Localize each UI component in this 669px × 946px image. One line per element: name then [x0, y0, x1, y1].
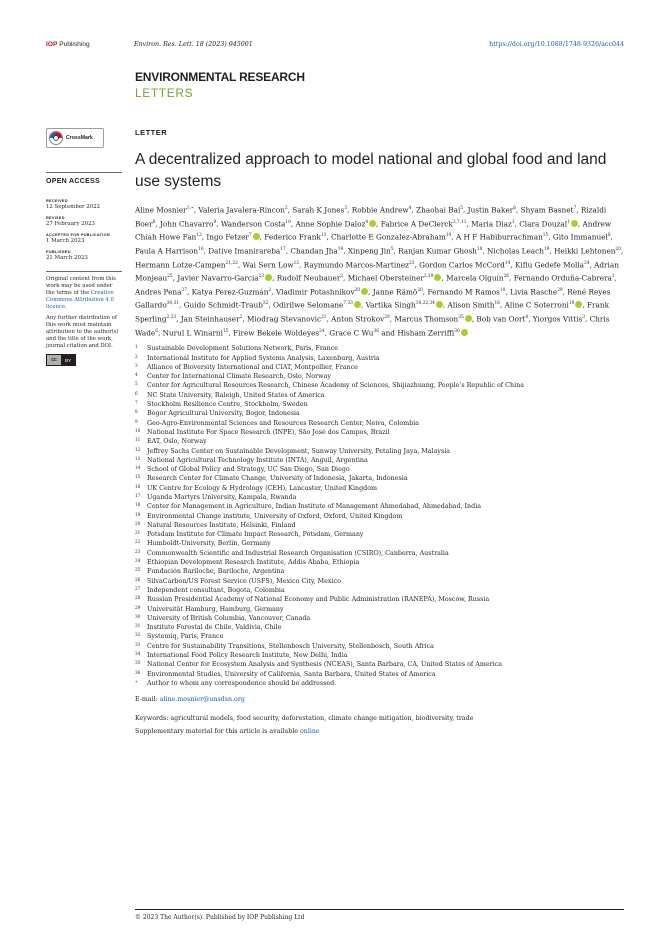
affiliation-item — [135, 632, 624, 641]
license-text-end: . — [65, 304, 67, 310]
affiliation-number: 8 — [135, 409, 138, 415]
author-name: Nicholas Leach — [487, 246, 544, 256]
affiliation-item — [135, 391, 624, 400]
affiliation-text: National Institute For Space Research (INPE), São José dos Campos, Brazil — [147, 428, 390, 436]
affiliation-text: SilvaCarbon/US Forest Service (USFS), Mexico City, Mexico — [147, 577, 341, 585]
supplementary-text: Supplementary material for this article is available — [135, 728, 300, 736]
author-affiliation-marker: 35 — [458, 315, 464, 320]
author-affiliation-marker: 2,19 — [423, 274, 434, 280]
affiliation-item — [135, 558, 624, 567]
author-name: Valeria Javalera-Rincon — [198, 205, 285, 215]
affiliation-number: 35 — [135, 660, 141, 666]
affiliation-number: 15 — [135, 474, 141, 480]
affiliation-text: Center for Management in Agriculture, Indian Institute of Management Ahmedabad, Ahmedabad, India — [147, 503, 482, 511]
author-affiliation-marker: 25 — [167, 274, 173, 280]
author-name: Chandan Jha — [290, 246, 338, 256]
author-name: Andres Pena — [135, 287, 182, 297]
supplementary-note — [135, 728, 624, 735]
affiliation-number: 22 — [135, 539, 141, 545]
author-name: Nurul L Winarni — [162, 328, 223, 338]
author-affiliation-marker: 12 — [196, 233, 202, 239]
author-affiliation-marker: 20 — [615, 246, 621, 252]
email-label: E-mail: — [135, 696, 160, 704]
affiliation-number: 11 — [135, 437, 141, 443]
license-block — [46, 271, 122, 366]
published-label: PUBLISHED — [46, 250, 71, 254]
author-name: Chris Wade — [135, 314, 610, 338]
author-affiliation-marker: 20 — [417, 287, 423, 293]
author-name: Vladimir Potashnikov — [275, 287, 355, 297]
author-affiliation-marker: 28 — [354, 287, 361, 293]
author-name: Robbie Andrew — [351, 205, 409, 215]
affiliation-number: 4 — [135, 372, 138, 378]
orcid-icon[interactable] — [434, 274, 441, 281]
author-name: Clara Douzal — [519, 219, 568, 229]
affiliation-text: Bogor Agricultural University, Bogor, Indonesia — [147, 410, 300, 418]
affiliation-item — [135, 456, 624, 465]
affiliation-text: Natural Resources Institute, Helsinki, Finland — [147, 521, 296, 529]
affiliation-text: Jeffrey Sachs Center on Sustainable Development, Sunway University, Petaling Jaya, Malaysia — [147, 447, 451, 455]
affiliation-text: Fundación Bariloche, Bariloche, Argentina — [147, 568, 285, 576]
author-affiliation-marker: 5 — [390, 246, 394, 252]
author-affiliation-marker: 23 — [258, 274, 265, 280]
affiliation-text: UK Centre for Ecology & Hydrology (CEH), Lancaster, United Kingdom — [147, 484, 378, 492]
email-link[interactable]: aline.mosnier@unsdsn.org — [159, 696, 245, 704]
revised-date: 27 February 2023 — [46, 221, 95, 227]
author-name: Firew Bekele Woldeyes — [233, 328, 320, 338]
affiliation-item — [135, 512, 624, 521]
author-affiliation-marker: 23 — [409, 260, 415, 266]
author-affiliation-marker: 2 — [611, 274, 615, 280]
affiliation-item — [135, 502, 624, 511]
author-name: Marcela Olguín — [446, 273, 504, 283]
affiliation-text: Universität Hamburg, Hamburg, Germany — [147, 605, 284, 613]
author-affiliation-marker: 7 — [248, 233, 252, 239]
received-date: 12 September 2022 — [46, 204, 101, 210]
article-type: LETTER — [135, 128, 168, 137]
copyright-footer: © 2023 The Author(s). Published by IOP Publishing Ltd — [135, 909, 624, 921]
journal-title-line2: LETTERS — [135, 86, 194, 100]
affiliation-item — [135, 354, 624, 363]
author-name: Maria Diaz — [471, 219, 512, 229]
affiliation-number: 3 — [135, 362, 138, 368]
affiliation-text: National Agricultural Technology Institute (INTA), Anguil, Argentina — [147, 456, 368, 464]
author-affiliation-marker: 30,31 — [166, 301, 180, 307]
received-label: RECEIVED — [46, 199, 68, 203]
affiliation-text: Potsdam Institute for Climate Impact Research, Potsdam, Germany — [147, 531, 364, 539]
author-affiliation-marker: 9 — [213, 219, 217, 225]
author-name: Shyam Basnet — [520, 205, 574, 215]
affiliation-item — [135, 567, 624, 576]
affiliation-item — [135, 651, 624, 660]
author-name: John Chavarro — [159, 219, 214, 229]
affiliation-text: Research Center for Climate Change, University of Indonesia, Jakarta, Indonesia — [147, 475, 408, 483]
author-name: Zhaohai Bai — [416, 205, 461, 215]
author-affiliation-marker: 7,33 — [343, 301, 353, 307]
author-affiliation-marker: 12 — [293, 260, 300, 266]
author-affiliation-marker: 8 — [607, 233, 611, 239]
author-affiliation-marker: 17 — [280, 246, 286, 252]
author-affiliation-marker: 15 — [542, 233, 549, 239]
orcid-icon[interactable] — [253, 233, 260, 240]
author-affiliation-marker: 2 — [284, 206, 288, 211]
affiliation-number: 18 — [135, 502, 141, 508]
affiliation-item — [135, 521, 624, 530]
affiliation-item — [135, 586, 624, 595]
author-affiliation-marker: 2,23 — [166, 315, 177, 320]
author-name: Miodrag Stevanovic — [247, 314, 322, 324]
affiliation-number: 25 — [135, 567, 141, 573]
cc-icon: cc — [47, 355, 61, 365]
affiliation-number: 9 — [135, 418, 138, 424]
author-affiliation-marker: 21 — [321, 315, 327, 320]
affiliation-number: 5 — [135, 381, 138, 387]
author-name: Vartika Singh — [365, 300, 416, 310]
affiliation-number: 28 — [135, 595, 141, 601]
author-affiliation-marker: 3 — [582, 315, 585, 320]
running-header — [46, 40, 624, 54]
affiliation-number: 19 — [135, 511, 141, 517]
author-affiliation-marker: 36 — [373, 328, 379, 334]
affiliation-text: Russian Presidential Academy of National Economy and Public Administration (RANEPA), Moscow, Russia — [147, 596, 490, 604]
affiliation-number: ∗ — [135, 678, 138, 684]
affiliation-number: 31 — [135, 623, 141, 629]
email-line — [135, 696, 624, 703]
affiliation-item — [135, 474, 624, 483]
author-affiliation-marker: 1,∗ — [186, 206, 194, 211]
affiliation-list — [135, 344, 624, 688]
author-name: Fernando M Ramos — [427, 287, 500, 297]
author-name: Dative Imanirareba — [208, 246, 281, 256]
author-name: Sarah K Jones — [292, 205, 345, 215]
author-name: Javier Navarro-Garcia — [177, 273, 259, 283]
affiliation-item — [135, 465, 624, 474]
affiliation-text: Centre for Sustainability Transitions, Stellenbosch University, Stellenbosch, South Africa — [147, 642, 434, 650]
affiliation-text: Author to whom any correspondence should be addressed. — [147, 679, 337, 687]
author-affiliation-marker: 14 — [445, 233, 452, 239]
author-affiliation-marker: 30 — [454, 328, 460, 334]
orcid-icon[interactable] — [369, 220, 376, 227]
affiliation-text: Instituto Forestal de Chile, Valdivia, Chile — [147, 624, 282, 632]
author-affiliation-marker: 21,22 — [225, 260, 238, 266]
author-name: Raymundo Marcos-Martinez — [303, 259, 410, 269]
orcid-icon[interactable] — [265, 274, 272, 281]
affiliation-item — [135, 605, 624, 614]
author-list: Aline Mosnier$^{1,∗}$, Valeria Javalera-Rincon$^2$, Sarah K Jones$^3$, Robbie Andrew$^4$, Zhaohai Bai$^5$, Justin Baker$^6$, Shyam Basnet$^7$, Rizaldi Boer$^8$, John Chavarro$^9$, Wanderson Costa$^{10}$, Anne Sophie Daloz$^4$ , Fabrice A DeClerck$^{3,7,11}$, Maria Diaz$^1$, Clara Douzal$^1$ , Andrew Chiah Howe Fan$^{12}$, Ingo Fetzer$^7$ , Federico Frank$^{13}$, Charlotte E Gonzalez-Abraham$^{14}$, A H F Habiburrachman$^{15}$, Gito Immanuel$^8$, Paula A Harrison$^{16}$, Dative Imanirareba$^{17}$, Chandan Jha$^{18}$, Xinpeng Jin$^5$, Ranjan Kumar Ghosh$^{18}$, Nicholas Leach$^{19}$, Heikki Lehtonen$^{20}$, Hermann Lotze-Campen$^{21,22}$, Wai Sern Low$^{12}$, Raymundo Marcos-Martinez$^{23}$, Gordon Carlos McCord$^{14}$, Kiflu Gedefe Molla$^{24}$, Adrian Monjeau$^{25}$, Javier Navarro-Garcia$^{23}$ , Rudolf Neubauer$^2$, Michael Obersteiner$^{2,19}$ , Marcela Olguín$^{26}$, Fernando Orduña-Cabrera$^2$, Andres Pena$^{27}$, Katya Perez-Guzmán$^2$, Vladimir Potashnikov$^{28}$ , Janne Rämö$^{20}$, Fernando M Ramos$^{10}$, Livia Rasche$^{29}$, René Reyes Gallardo$^{30,31}$, Guido Schmidt-Traub$^{32}$, Odirilwe Selomane$^{7,33}$ , Vartika Singh$^{18,22,34}$ , Alison Smith$^{16}$, Aline C Soterroni$^{19}$ , Frank Sperling$^{2,23}$, Jan Steinhauser$^2$, Miodrag Stevanovic$^{21}$, Anton Strokov$^{28}$, Marcus Thomson$^{35}$ , Bob van Oort$^4$, Yiorgos Vittis$^3$, Chris Wade$^6$, Nurul L Winarni$^{15}$, Firew Bekele Woldeyes$^{24}$, Grace C Wu$^{36}$ and Hisham Zerriffi$^{30}$ — [135, 205, 624, 338]
keywords: Keywords: agricultural models, food security, deforestation, climate change mitigation, biodiversity, trade — [135, 715, 474, 723]
affiliation-number: 32 — [135, 632, 141, 638]
author-name: Grace C Wu — [329, 328, 374, 338]
affiliation-number: 1 — [135, 344, 138, 350]
author-affiliation-marker: 28 — [384, 315, 390, 320]
author-affiliation-marker: 32 — [262, 301, 269, 307]
affiliation-item — [135, 493, 624, 502]
affiliation-item — [135, 437, 624, 446]
affiliation-number: 13 — [135, 455, 141, 461]
affiliation-number: 10 — [135, 427, 141, 433]
author-affiliation-marker: 29 — [557, 287, 563, 293]
crossmark-button[interactable] — [46, 128, 104, 148]
author-name: Ingo Fetzer — [206, 232, 249, 242]
author-name: Aline C Soterroni — [504, 300, 569, 310]
affiliation-item — [135, 409, 624, 418]
author-name: Paula A Harrison — [135, 246, 199, 256]
affiliation-number: 23 — [135, 548, 141, 554]
license-statement — [46, 276, 122, 311]
affiliation-text: School of Global Policy and Strategy, UC San Diego, San Diego — [147, 466, 350, 474]
author-name: Ranjan Kumar Ghosh — [398, 246, 477, 256]
affiliation-number: 2 — [135, 353, 138, 359]
open-access-label: OPEN ACCESS — [46, 172, 122, 185]
affiliation-text: National Center for Ecosystem Analysis and Synthesis (NCEAS), Santa Barbara, CA, United States of America — [147, 661, 503, 669]
author-name: Charlotte E Gonzalez-Abraham — [331, 232, 446, 242]
accepted-label: ACCEPTED FOR PUBLICATION — [46, 233, 110, 237]
affiliation-item — [135, 419, 624, 428]
author-name: Xinpeng Jin — [347, 246, 391, 256]
affiliation-text: NC State University, Raleigh, United States of America — [147, 391, 325, 399]
affiliation-item — [135, 660, 624, 669]
author-name: Wanderson Costa — [220, 219, 286, 229]
author-name: Anne Sophie Daloz — [295, 219, 366, 229]
author-affiliation-marker: 4 — [408, 206, 412, 211]
affiliation-number: 17 — [135, 493, 141, 498]
by-icon: BY — [64, 357, 71, 363]
author-name: Livia Rasche — [510, 287, 558, 297]
author-affiliation-marker: 4 — [525, 315, 529, 320]
affiliation-item — [135, 363, 624, 372]
affiliation-text: Systemiq, Paris, France — [147, 633, 224, 641]
affiliation-number: 21 — [135, 530, 141, 536]
orcid-icon[interactable] — [571, 220, 578, 227]
author-name: Aline Mosnier — [135, 205, 187, 215]
affiliation-text: International Institute for Applied Systems Analysis, Laxenburg, Austria — [147, 354, 380, 362]
affiliation-item — [135, 642, 624, 651]
sidebar — [46, 128, 122, 366]
distribution-statement: Any further distribution of this work must maintain attribution to the author(s) and the title of the work, journal citation and DOI. — [46, 315, 119, 349]
affiliation-item — [135, 623, 624, 632]
affiliation-text: Stockholm Resilience Centre, Stockholm, Sweden — [147, 401, 308, 409]
author-affiliation-marker: 6 — [155, 328, 158, 334]
supplementary-link[interactable]: online — [299, 728, 320, 736]
affiliation-number: 36 — [135, 669, 141, 675]
affiliation-number: 20 — [135, 520, 141, 526]
author-affiliation-marker: 18 — [476, 246, 483, 252]
affiliation-text: International Food Policy Research Institute, New Delhi, India — [147, 652, 348, 660]
affiliation-item — [135, 447, 624, 456]
author-name: Hisham Zerriffi — [397, 328, 455, 338]
author-name: Marcus Thomson — [394, 314, 459, 324]
author-affiliation-marker: 7 — [573, 206, 577, 211]
affiliation-number: 14 — [135, 465, 141, 471]
affiliation-number: 33 — [135, 641, 141, 647]
affiliation-item — [135, 344, 624, 353]
crossmark-label: CrossMark — [66, 135, 93, 141]
affiliation-text: Environmental Change institute, University of Oxford, Oxford, United Kingdom — [147, 512, 403, 520]
author-affiliation-marker: 18,22,34 — [415, 301, 435, 307]
affiliation-item — [135, 679, 624, 688]
author-affiliation-marker: 4 — [365, 219, 369, 225]
accepted-date: 1 March 2023 — [46, 238, 85, 244]
affiliation-item — [135, 549, 624, 558]
affiliation-text: Sustainable Development Solutions Network, Paris, France — [147, 345, 339, 353]
author-affiliation-marker: 2 — [340, 274, 344, 280]
author-name: Rudolf Neubauer — [276, 273, 341, 283]
author-name: Kiflu Gedefe Molla — [514, 259, 584, 269]
iop-logo-mark: IOP — [46, 41, 58, 48]
affiliation-text: Ethiopian Development Research Institute, Addis Ababa, Ethiopia — [147, 559, 360, 567]
author-affiliation-marker: 3,7,11 — [452, 219, 467, 225]
article-dates — [46, 199, 122, 261]
author-name: Hermann Lotze-Campen — [135, 259, 226, 269]
main-column — [135, 128, 624, 735]
revised-label: REVISED — [46, 216, 65, 220]
doi-link[interactable]: https://doi.org/10.1088/1748-9326/acc044 — [489, 41, 624, 48]
affiliation-text: Uganda Martyrs University, Kampala, Rwanda — [147, 494, 297, 501]
author-name: Katya Perez-Guzmán — [191, 287, 269, 297]
author-name: Odirilwe Selomane — [272, 300, 344, 310]
affiliation-item — [135, 530, 624, 539]
affiliation-text: Environmental Studies, University of California, Santa Barbara, United States of America — [147, 670, 436, 678]
orcid-icon[interactable] — [461, 329, 468, 336]
affiliation-number: 12 — [135, 446, 141, 452]
author-name: Janne Rämö — [372, 287, 418, 297]
author-name: Yiorgos Vittis — [532, 314, 583, 324]
orcid-icon[interactable] — [354, 301, 361, 308]
author-affiliation-marker: 2 — [239, 315, 243, 320]
affiliation-item — [135, 484, 624, 493]
author-affiliation-marker: 8 — [152, 219, 156, 225]
affiliation-item — [135, 539, 624, 548]
author-name: Heikki Lehtonen — [554, 246, 616, 256]
article-title: A decentralized approach to model national and global food and land use systems — [135, 151, 607, 190]
affiliation-number: 30 — [135, 613, 141, 619]
author-name: A H F Habiburrachman — [455, 232, 543, 242]
author-affiliation-marker: 5 — [460, 206, 464, 211]
author-name: Wai Sern Low — [242, 259, 294, 269]
affiliation-text: Alliance of Bioversity International and CIAT, Montpellier, France — [147, 363, 358, 371]
iop-publishing-logo[interactable] — [46, 41, 90, 48]
author-name: Andrew Chiah Howe Fan — [135, 219, 612, 242]
affiliation-item — [135, 595, 624, 604]
author-name: Fabrice A DeClerck — [380, 219, 453, 229]
author-affiliation-marker: 1 — [511, 219, 515, 225]
affiliation-text: Commonwealth Scientific and Industrial Research Organisation (CSIRO), Canberra, Australia — [147, 549, 449, 557]
author-name: Gito Immanuel — [552, 232, 608, 242]
author-name: René Reyes Gallardo — [135, 287, 611, 310]
author-affiliation-marker: 26 — [503, 274, 510, 280]
author-name: Justin Baker — [467, 205, 514, 215]
author-name: Gordon Carlos McCord — [419, 259, 505, 269]
author-affiliation-marker: 15 — [222, 328, 229, 334]
orcid-icon[interactable] — [361, 288, 368, 295]
author-name: Federico Frank — [264, 232, 321, 242]
author-affiliation-marker: 6 — [513, 206, 516, 211]
author-name: Frank Sperling — [135, 300, 610, 324]
journal-title-line1: ENVIRONMENTAL RESEARCH — [135, 70, 305, 84]
orcid-icon[interactable] — [465, 315, 472, 322]
affiliation-text: Humboldt-University, Berlin, Germany — [147, 540, 271, 548]
affiliation-item — [135, 577, 624, 586]
author-affiliation-marker: 19 — [568, 301, 575, 307]
author-name: Alison Smith — [447, 300, 495, 310]
affiliation-number: 16 — [135, 483, 141, 489]
affiliation-text: Geo-Agro-Environmental Sciences and Resources Research Center, Neiva, Colombia — [147, 419, 420, 427]
affiliation-item — [135, 400, 624, 409]
author-name: Bob van Oort — [476, 314, 526, 324]
author-name: Rizaldi Boer — [135, 205, 607, 229]
iop-logo-text: Publishing — [59, 41, 90, 48]
affiliation-number: 7 — [135, 400, 138, 406]
affiliation-item — [135, 670, 624, 679]
author-affiliation-marker: 24 — [583, 260, 590, 266]
author-affiliation-marker: 14 — [504, 260, 511, 266]
author-affiliation-marker: 27 — [181, 287, 187, 293]
author-affiliation-marker: 19 — [543, 246, 550, 252]
cc-by-badge[interactable] — [46, 354, 76, 366]
affiliation-number: 6 — [135, 390, 138, 396]
author-name: Fernando Orduña-Cabrera — [513, 273, 612, 283]
author-affiliation-marker: 16 — [198, 246, 204, 252]
affiliation-item — [135, 614, 624, 623]
author-affiliation-marker: 3 — [344, 206, 348, 211]
journal-citation: Environ. Res. Lett. 18 (2023) 045001 — [134, 41, 253, 48]
orcid-icon[interactable] — [575, 301, 582, 308]
affiliation-text: University of British Columbia, Vancouver, Canada — [147, 614, 311, 622]
published-date: 21 March 2023 — [46, 255, 88, 261]
affiliation-text: EAT, Oslo, Norway — [147, 438, 207, 446]
author-name: Adrian Monjeau — [135, 259, 619, 283]
journal-title — [135, 70, 305, 100]
affiliation-item — [135, 381, 624, 390]
orcid-icon[interactable] — [436, 301, 443, 308]
author-name: Anton Strokov — [331, 314, 385, 324]
affiliation-number: 26 — [135, 576, 141, 582]
affiliation-text: Center for International Climate Research, Oslo, Norway — [147, 373, 331, 381]
affiliation-item — [135, 372, 624, 381]
affiliation-text: Independent consultant, Bogota, Colombia — [147, 586, 285, 594]
author-affiliation-marker: 18 — [337, 246, 344, 252]
author-affiliation-marker: 10 — [499, 287, 506, 293]
affiliation-number: 27 — [135, 585, 141, 591]
affiliation-number: 34 — [135, 651, 141, 657]
license-text: Original content from this work may be used under the terms of the — [46, 276, 116, 296]
author-affiliation-marker: 10 — [285, 219, 291, 225]
author-affiliation-marker: 24 — [319, 328, 325, 334]
affiliation-number: 29 — [135, 604, 141, 610]
author-affiliation-marker: 13 — [320, 233, 327, 239]
crossmark-icon — [49, 131, 63, 145]
author-name: Guido Schmidt-Traub — [183, 300, 263, 310]
author-name: Jan Steinhauser — [180, 314, 240, 324]
affiliation-text: Center for Agricultural Resources Research, Chinese Academy of Sciences, Shijiazhuang, People’s Republic of China — [147, 382, 524, 390]
affiliation-item — [135, 428, 624, 437]
affiliation-number: 24 — [135, 558, 141, 564]
cc-license-link[interactable]: Creative Commons Attribution 4.0 licence — [46, 290, 114, 310]
author-name: Michael Obersteiner — [347, 273, 424, 283]
author-affiliation-marker: 2 — [268, 287, 272, 293]
author-affiliation-marker: 16 — [494, 301, 500, 307]
author-affiliation-marker: 1 — [567, 219, 570, 225]
